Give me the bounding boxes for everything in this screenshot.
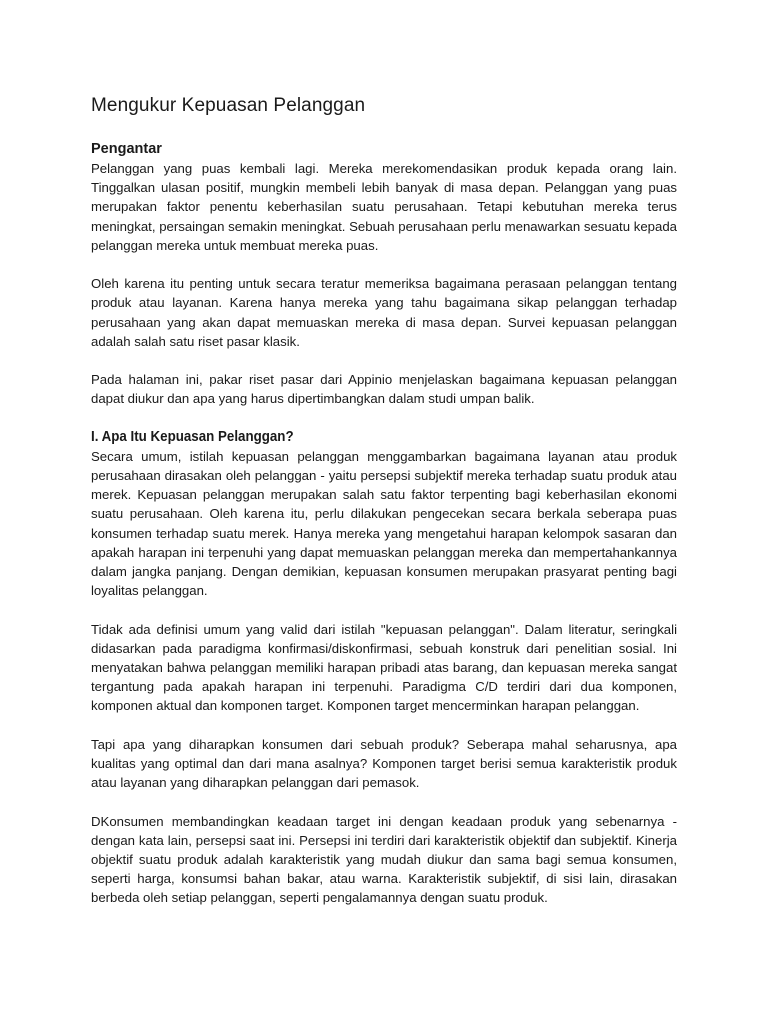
paragraph: Secara umum, istilah kepuasan pelanggan menggambarkan bagaimana layanan atau produk perusahaan dirasakan oleh pelanggan - yaitu persepsi subjektif mereka terhadap suatu produk atau merek. Kepuasan pelanggan merupakan salah satu faktor terpenting bagi keberhasilan ekonomi suatu perusahaan. Oleh karena itu, perlu dilakukan pengecekan secara berkala seberapa puas konsumen terhadap suatu merek. Hanya mereka yang mengetahui harapan kelompok sasaran dan apakah harapan ini terpenuhi yang dapat memuaskan pelanggan mereka dan mempertahankannya dalam jangka panjang. Dengan demikian, kepuasan konsumen merupakan prasyarat penting bagi loyalitas pelanggan. (91, 448, 677, 599)
paragraph: Tapi apa yang diharapkan konsumen dari sebuah produk? Seberapa mahal seharusnya, apa kualitas yang optimal dan dari mana asalnya? Komponen target berisi semua karakteristik produk atau layanan yang diharapkan pelanggan dari pemasok. (91, 736, 677, 791)
paragraph: DKonsumen membandingkan keadaan target ini dengan keadaan produk yang sebenarnya - dengan kata lain, persepsi saat ini. Persepsi ini terdiri dari karakteristik objektif dan subjektif. Kinerja objektif suatu produk adalah karakteristik yang mudah diukur dan sama bagi semua konsumen, seperti harga, konsumsi bahan bakar, atau warna. Karakteristik subjektif, di sisi lain, dirasakan berbeda oleh setiap pelanggan, seperti pengalamannya dengan suatu produk. (91, 813, 677, 906)
paragraph: Pada halaman ini, pakar riset pasar dari Appinio menjelaskan bagaimana kepuasan pelanggan dapat diukur dan apa yang harus dipertimbangkan dalam studi umpan balik. (91, 372, 677, 407)
document-page (91, 94, 677, 927)
paragraph: Oleh karena itu penting untuk secara teratur memeriksa bagaimana perasaan pelanggan tentang produk atau layanan. Karena hanya mereka yang tahu bagaimana sikap pelanggan terhadap perusahaan yang akan dapat memuaskan mereka di masa depan. Survei kepuasan pelanggan adalah salah satu riset pasar klasik. (91, 276, 677, 349)
paragraph: Pelanggan yang puas kembali lagi. Mereka merekomendasikan produk kepada orang lain. Tinggalkan ulasan positif, mungkin membeli lebih banyak di masa depan. Pelanggan yang puas merupakan faktor penentu keberhasilan suatu perusahaan. Tetapi kebutuhan mereka terus meningkat, persaingan semakin meningkat. Sebuah perusahaan perlu menawarkan sesuatu kepada pelanggan mereka untuk membuat mereka puas. (91, 161, 677, 253)
section-heading-pengantar: Pengantar (91, 141, 162, 157)
section-heading-apa-itu: I. Apa Itu Kepuasan Pelanggan? (91, 428, 294, 445)
document-title: Mengukur Kepuasan Pelanggan (91, 95, 366, 116)
paragraph: Tidak ada definisi umum yang valid dari istilah "kepuasan pelanggan". Dalam literatur, seringkali didasarkan pada paradigma konfirmasi/diskonfirmasi, sebuah konstruk dari penelitian sosial. Ini menyatakan bahwa pelanggan memiliki harapan pribadi atas barang, dan kepuasan mereka sangat tergantung pada apakah harapan ini terpenuhi. Paradigma C/D terdiri dari dua komponen, komponen aktual dan komponen target. Komponen target mencerminkan harapan pelanggan. (91, 621, 677, 714)
